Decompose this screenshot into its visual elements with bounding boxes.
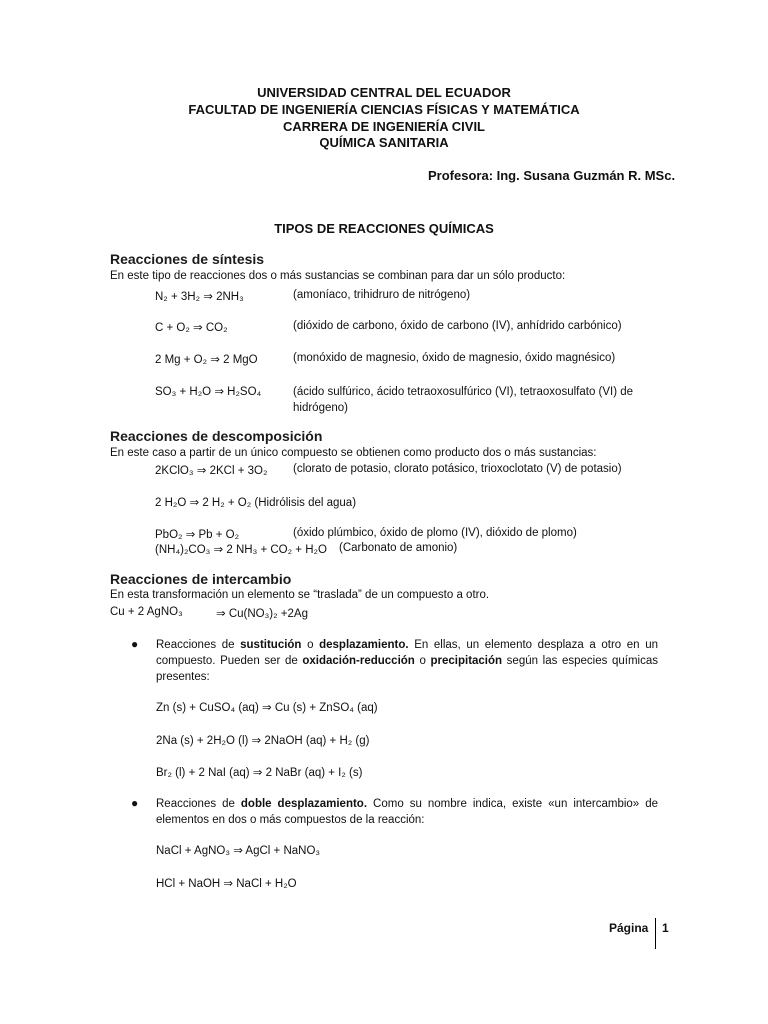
page-number: 1 xyxy=(662,921,669,935)
decomposition-intro: En este caso a partir de un único compuesto se obtienen como producto dos o más sustancias: xyxy=(110,447,597,459)
university-heading: UNIVERSIDAD CENTRAL DEL ECUADOR xyxy=(257,85,511,100)
precipitation-term: precipitación xyxy=(430,655,503,667)
synthesis-name-1: (amoníaco, trihidruro de nitrógeno) xyxy=(293,289,471,301)
decomposition-eq-4: (NH₄)₂CO₃ ⇒ 2 NH₃ + CO₂ + H₂O xyxy=(155,544,327,556)
professor-line: Profesora: Ing. Susana Guzmán R. MSc. xyxy=(428,168,676,183)
redox-term: oxidación-reducción xyxy=(302,655,415,667)
synthesis-eq-4: SO₃ + H₂O ⇒ H₂SO₄ xyxy=(155,386,262,398)
faculty-heading: FACULTAD DE INGENIERÍA CIENCIAS FÍSICAS Y MATEMÁTICA xyxy=(188,102,580,117)
substitution-text-4: o xyxy=(414,655,431,667)
double-text-1: Reacciones de xyxy=(156,798,241,810)
substitution-text-2: o xyxy=(301,639,320,651)
synthesis-name-4: (ácido sulfúrico, ácido tetraoxosulfúrico (VI), tetraoxosulfato (VI) de hidrógeno) xyxy=(293,386,634,414)
page-label: Página xyxy=(609,921,649,935)
synthesis-eq-2: C + O₂ ⇒ CO₂ xyxy=(155,322,228,334)
bullet-icon: ● xyxy=(131,796,139,810)
double-displacement-paragraph xyxy=(156,796,658,828)
exchange-example-left: Cu + 2 AgNO₃ xyxy=(110,606,183,618)
decomposition-name-3: (óxido plúmbico, óxido de plomo (IV), dióxido de plomo) xyxy=(293,527,577,539)
substitution-text-5: según las especies químicas presentes: xyxy=(156,655,658,683)
substitution-text-1: Reacciones de xyxy=(156,639,241,651)
synthesis-name-3: (monóxido de magnesio, óxido de magnesio, óxido magnésico) xyxy=(293,352,616,364)
substitution-eq-1: Zn (s) + CuSO₄ (aq) ⇒ Cu (s) + ZnSO₄ (aq) xyxy=(156,702,378,714)
decomposition-name-4: (Carbonato de amonio) xyxy=(339,542,458,554)
exchange-heading: Reacciones de intercambio xyxy=(110,571,292,587)
substitution-paragraph xyxy=(156,637,658,685)
double-eq-2: HCl + NaOH ⇒ NaCl + H₂O xyxy=(156,878,297,890)
synthesis-intro: En este tipo de reacciones dos o más sustancias se combinan para dar un sólo producto: xyxy=(110,270,566,282)
exchange-example-right: ⇒ Cu(NO₃)₂ +2Ag xyxy=(216,608,308,620)
document-title: TIPOS DE REACCIONES QUÍMICAS xyxy=(274,221,494,236)
displacement-term: desplazamiento. xyxy=(319,639,409,651)
decomposition-name-1: (clorato de potasio, clorato potásico, trioxoclotato (V) de potasio) xyxy=(293,463,622,475)
synthesis-heading: Reacciones de síntesis xyxy=(110,251,265,267)
double-eq-1: NaCl + AgNO₃ ⇒ AgCl + NaNO₃ xyxy=(156,845,321,857)
exchange-intro: En esta transformación un elemento se “traslada” de un compuesto a otro. xyxy=(110,589,490,601)
career-heading: CARRERA DE INGENIERÍA CIVIL xyxy=(283,119,485,134)
substitution-text-3: En ellas, un elemento desplaza a otro en un compuesto. Pueden ser de xyxy=(156,639,658,667)
double-displacement-term: doble desplazamiento. xyxy=(240,798,368,810)
page-divider xyxy=(655,918,656,949)
decomposition-eq-1: 2KClO₃ ⇒ 2KCl + 3O₂ xyxy=(155,465,268,477)
substitution-eq-2: 2Na (s) + 2H₂O (l) ⇒ 2NaOH (aq) + H₂ (g) xyxy=(156,735,370,747)
substitution-term: sustitución xyxy=(240,639,302,651)
course-heading: QUÍMICA SANITARIA xyxy=(319,135,449,150)
synthesis-name-2: (dióxido de carbono, óxido de carbono (IV), anhídrido carbónico) xyxy=(293,320,622,332)
synthesis-eq-3: 2 Mg + O₂ ⇒ 2 MgO xyxy=(155,354,258,366)
decomposition-heading: Reacciones de descomposición xyxy=(110,428,323,444)
decomposition-eq-3: PbO₂ ⇒ Pb + O₂ xyxy=(155,529,240,541)
double-text-2: Como su nombre indica, existe «un intercambio» de elementos en dos o más compuestos de la reacción: xyxy=(156,798,658,826)
bullet-icon: ● xyxy=(131,637,139,651)
synthesis-eq-1: N₂ + 3H₂ ⇒ 2NH₃ xyxy=(155,291,244,303)
decomposition-eq-2: 2 H₂O ⇒ 2 H₂ + O₂ (Hidrólisis del agua) xyxy=(155,497,357,509)
substitution-eq-3: Br₂ (l) + 2 NaI (aq) ⇒ 2 NaBr (aq) + I₂ (s) xyxy=(156,767,363,779)
